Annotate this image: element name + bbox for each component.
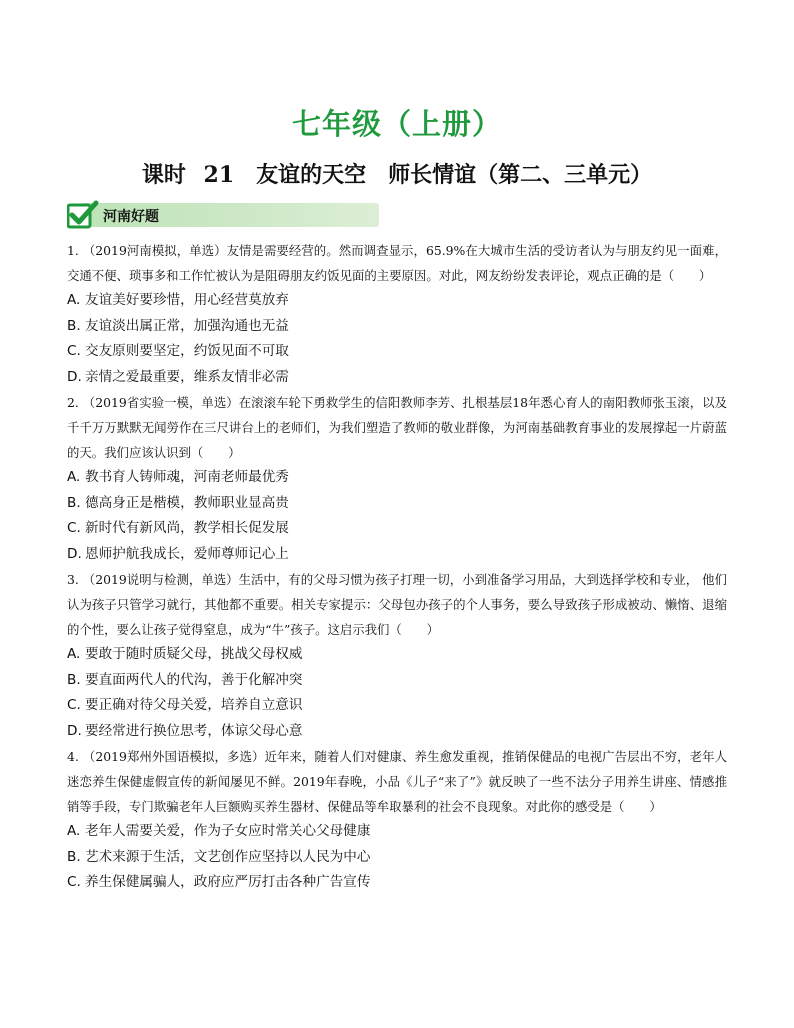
option-key: D.: [67, 722, 82, 739]
question-option: [67, 542, 727, 568]
option-text: 友谊美好要珍惜，用心经营莫放弃: [85, 292, 289, 308]
option-key: C.: [67, 874, 81, 890]
question-stem: 3. （2019说明与检测，单选）生活中，有的父母习惯为孩子打理一切，小到准备学习用品，大到选择学校和专业， 他们认为孩子只管学习就行，其他都不重要。相关专家提示：父母包办孩子的个人事务，要么导致孩子形成被动、懒惰、退缩的个性，要么让孩子觉得窒息，成为“牛”孩子。这启示我们（ ）: [67, 572, 727, 637]
question-option: [67, 870, 727, 896]
option-text: 要经常进行换位思考，体谅父母心意: [85, 722, 303, 739]
option-key: D.: [67, 545, 82, 562]
question-stem: 4. （2019郑州外国语模拟，多选）近年来，随着人们对健康、养生愈发重视，推销保健品的电视广告层出不穷，老年人迷恋养生保健虚假宣传的新闻屡见不鲜。2019年春晚，小品《儿子“来了”》就反映了一些不法分子用养生讲座、情感推销等手段，专门欺骗老年人巨额购买养生器材、保健品等牟取暴利的社会不良现象。对此你的感受是（ ）: [67, 749, 727, 814]
question-option: [67, 819, 727, 845]
option-key: A.: [67, 823, 81, 839]
question-option: [67, 719, 727, 745]
option-key: A.: [67, 292, 81, 308]
section-banner: [67, 200, 379, 228]
option-text: 友谊淡出属正常，加强沟通也无益: [85, 317, 289, 334]
question-stem: 1. （2019河南模拟，单选）友情是需要经营的。然而调查显示，65.9%在大城市生活的受访者认为与朋友约见一面难，交通不便、琐事多和工作忙被认为是阻碍朋友约饭见面的主要原因。对此，网友纷纷发表评论，观点正确的是（ ）: [67, 243, 727, 283]
question: [67, 744, 727, 896]
option-key: C.: [67, 343, 81, 359]
check-icon: [67, 200, 99, 230]
option-text: 艺术来源于生活，文艺创作应坚持以人民为中心: [85, 848, 371, 865]
option-key: B.: [67, 494, 81, 511]
option-key: B.: [67, 848, 81, 865]
option-text: 德高身正是楷模，教师职业显高贵: [85, 494, 289, 511]
option-key: C.: [67, 697, 81, 713]
option-key: A.: [67, 646, 81, 662]
question-stem: 2. （2019省实验一模，单选）在滚滚车轮下勇救学生的信阳教师李芳、扎根基层18年悉心育人的南阳教师张玉滚，以及千千万万默默无闻勞作在三尺讲台上的老师们，为我们塑造了教师的敬业群像，为河南基础教育事业的发展撑起一片蔚蓝的天。我们应该认识到（ ）: [67, 395, 727, 460]
question-list: [67, 238, 727, 896]
question-option: [67, 668, 727, 694]
lesson-subtitle: 课时 21 友谊的天空 师长情谊（第二、三单元）: [141, 162, 653, 188]
question: [67, 567, 727, 744]
option-text: 新时代有新风尚，教学相长促发展: [85, 520, 289, 536]
question: [67, 390, 727, 567]
option-key: B.: [67, 317, 81, 334]
option-key: D.: [67, 368, 82, 385]
option-text: 亲情之爱最重要，维系友情非必需: [85, 368, 289, 385]
option-key: A.: [67, 469, 81, 485]
section-label: 河南好题: [103, 209, 159, 225]
option-text: 老年人需要关爱，作为子女应时常关心父母健康: [85, 823, 371, 839]
option-text: 要敢于随时质疑父母，挑战父母权威: [85, 646, 303, 662]
option-key: C.: [67, 520, 81, 536]
question-option: [67, 314, 727, 340]
question-option: [67, 693, 727, 719]
question-option: [67, 288, 727, 314]
question: [67, 238, 727, 390]
option-text: 教书育人铸师魂，河南老师最优秀: [85, 469, 289, 485]
question-option: [67, 516, 727, 542]
question-option: [67, 491, 727, 517]
question-option: [67, 339, 727, 365]
question-option: [67, 465, 727, 491]
option-text: 要正确对待父母关爱，培养自立意识: [85, 697, 303, 713]
option-text: 恩师护航我成长，爱师尊师记心上: [85, 545, 289, 562]
option-text: 养生保健属骗人，政府应严厉打击各种广告宣传: [85, 874, 371, 890]
option-text: 交友原则要坚定，约饭见面不可取: [85, 343, 289, 359]
question-option: [67, 365, 727, 391]
page-title: 七年级（上册）: [291, 107, 502, 141]
option-text: 要直面两代人的代沟，善于化解冲突: [85, 671, 303, 688]
question-option: [67, 642, 727, 668]
question-option: [67, 845, 727, 871]
option-key: B.: [67, 671, 81, 688]
